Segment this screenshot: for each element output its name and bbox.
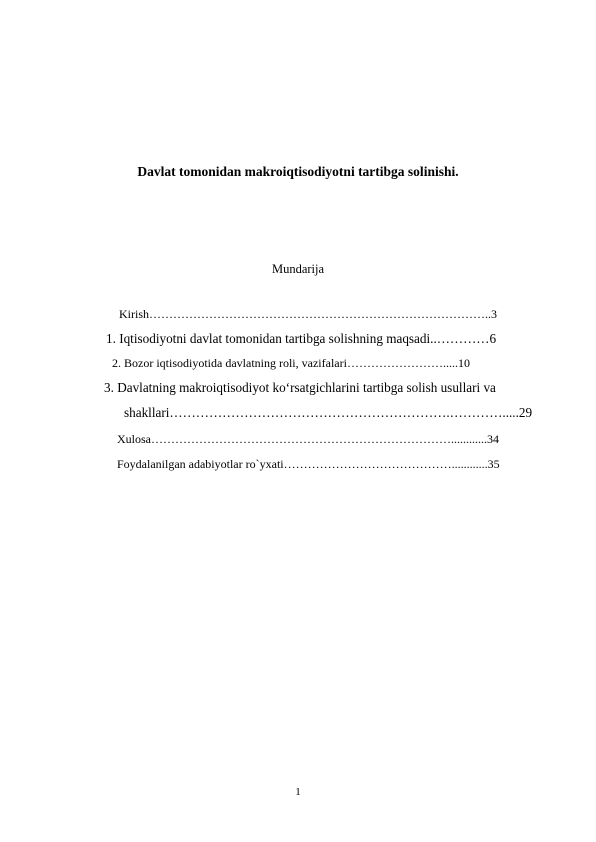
toc-entry-adabiyotlar: Foydalanilgan adabiyotlar ro`yxati……………………………………............35: [117, 457, 500, 471]
toc-entry-2: 2. Bozor iqtisodiyotida davlatning roli, vazifalari…………………….....10: [112, 356, 470, 370]
toc-heading: Mundarija: [271, 262, 325, 276]
toc-entry-3-continued: shakllari……………………………………………………….………….....29: [124, 405, 533, 420]
toc-entry-1: 1. Iqtisodiyotni davlat tomonidan tartibga solishning maqsadi..…………6: [106, 331, 497, 346]
document-title: Davlat tomonidan makroiqtisodiyotni tartibga solinishi.: [137, 164, 459, 179]
toc-entry-3: 3. Davlatning makroiqtisodiyot ko‘rsatgichlarini tartibga solish usullari va: [104, 380, 496, 395]
toc-entry-kirish: Kirish…………………………………………………………………………..3: [119, 307, 497, 321]
toc-entry-xulosa: Xulosa…………………………………………………………………............34: [117, 432, 499, 446]
page-number: 1: [295, 786, 301, 798]
